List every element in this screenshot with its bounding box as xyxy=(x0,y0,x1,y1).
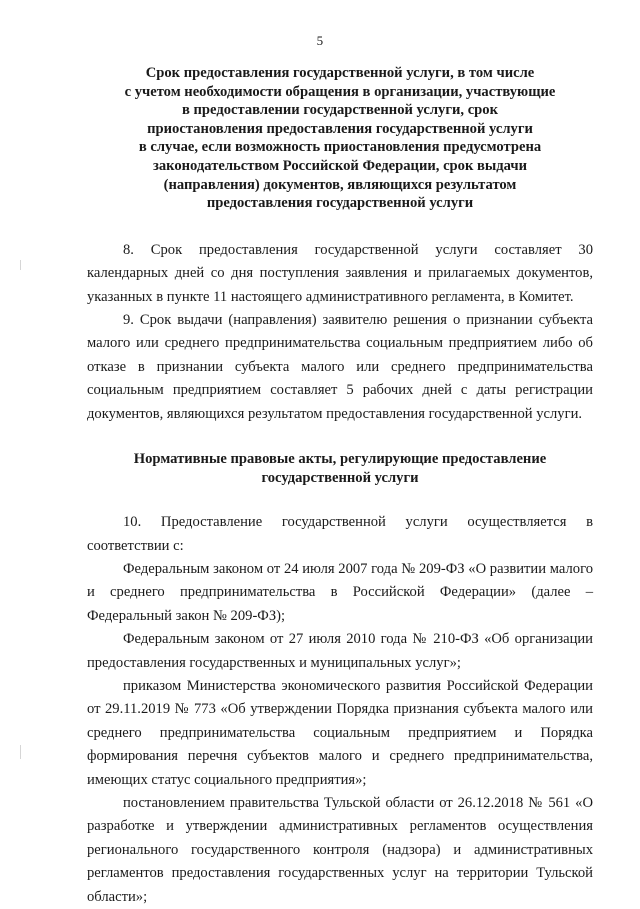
paragraph-10: 10. Предоставление государственной услуги осуществляется в соответствии с: xyxy=(87,514,593,554)
legal-act-item: Федеральным законом от 27 июля 2010 года № 210-ФЗ «Об организации предоставления государственных и муниципальных услуг»; xyxy=(87,631,593,671)
section-heading-legal-acts xyxy=(97,450,583,487)
heading-line: в предоставлении государственной услуги, срок xyxy=(181,102,498,119)
heading-line: (направления) документов, являющихся результатом xyxy=(163,176,517,193)
heading-line: предоставления государственной услуги xyxy=(206,195,474,212)
paragraph-8: 8. Срок предоставления государственной услуги составляет 30 календарных дней со дня поступления заявления и прилагаемых документов, указанных в пункте 11 настоящего административного регламента, в Комитет. xyxy=(87,241,593,305)
heading-line: Срок предоставления государственной услуги, в том числе xyxy=(145,65,535,81)
scan-artifact xyxy=(20,260,21,270)
section-body-legal-acts xyxy=(87,511,593,909)
heading-line: законодательством Российской Федерации, срок выдачи xyxy=(152,157,528,174)
paragraph-9: 9. Срок выдачи (направления) заявителю решения о признании субъекта малого или среднего предпринимательства социальным предприятием либо об отказе в признании субъекта малого или среднего предпринимательства социальным предприятием составляет 5 рабочих дней с даты регистрации документов, являющихся результатом предоставления государственной услуги. xyxy=(87,311,593,422)
legal-act-item: постановлением правительства Тульской области от 26.12.2018 № 561 «О разработке и утверждении административных регламентов осуществления регионального государственного контроля (надзора) и административных регламентов предоставления государственных услуг на территории Тульской области»; xyxy=(87,795,593,905)
document-body xyxy=(87,62,593,909)
heading-line: Нормативные правовые акты, регулирующие предоставление xyxy=(133,451,547,467)
section-heading-deadlines xyxy=(97,64,583,213)
heading-line: государственной услуги xyxy=(261,469,419,486)
section-body-deadlines xyxy=(87,239,593,426)
heading-line: с учетом необходимости обращения в организации, участвующие xyxy=(124,83,556,100)
heading-line: в случае, если возможность приостановления предусмотрена xyxy=(138,139,542,156)
legal-act-item: Федеральным законом от 24 июля 2007 года № 209-ФЗ «О развитии малого и среднего предпринимательства в Российской Федерации» (далее – Федеральный закон № 209-ФЗ); xyxy=(87,561,593,624)
legal-act-item: приказом Министерства экономического развития Российской Федерации от 29.11.2019 № 773 «Об утверждении Порядка признания субъекта малого или среднего предпринимательства социальным предприятием и Порядка формирования перечня субъектов малого и среднего предпринимательства, имеющих статус социального предприятия»; xyxy=(87,678,593,788)
scan-artifact xyxy=(20,745,21,759)
heading-line: приостановления предоставления государственной услуги xyxy=(147,120,533,137)
page-number: 5 xyxy=(316,33,324,48)
